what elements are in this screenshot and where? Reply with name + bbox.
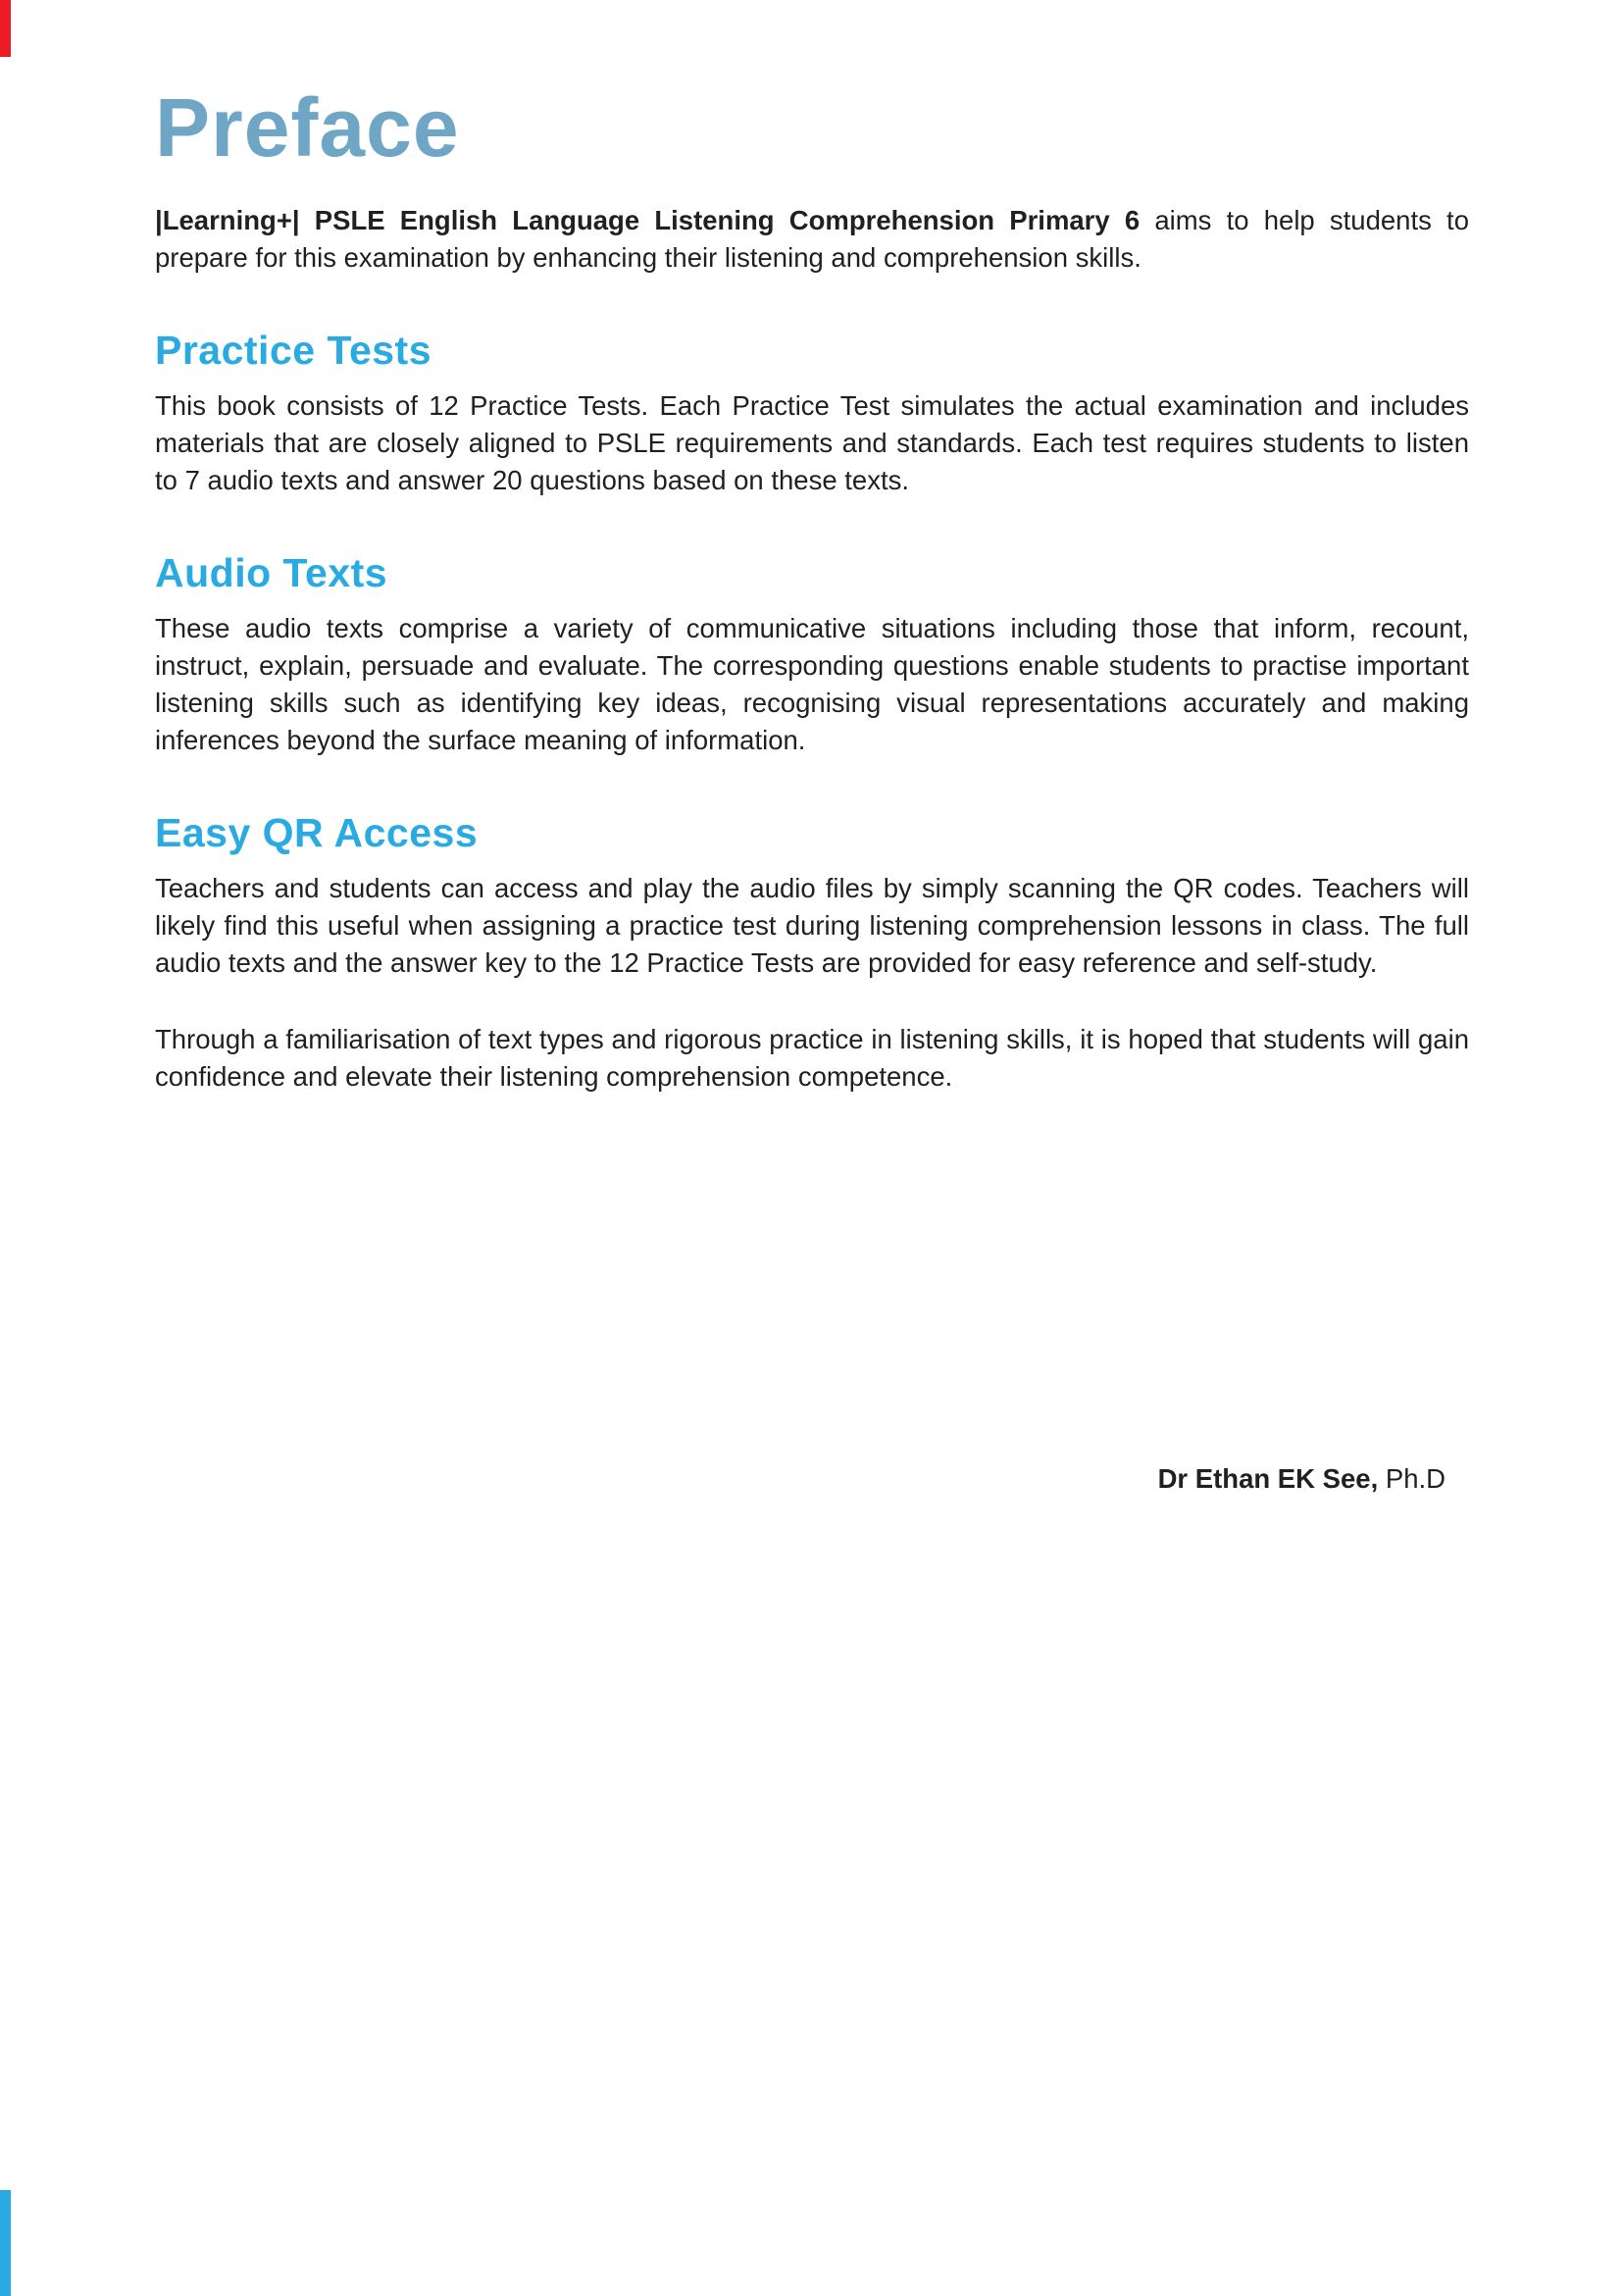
audio-texts-heading: Audio Texts <box>155 550 388 595</box>
author-signature <box>155 1460 1469 1498</box>
page-title: Preface <box>155 81 460 174</box>
intro-bold-book-title: |Learning+| PSLE English Language Listening Comprehension Primary 6 <box>155 205 1141 235</box>
easy-qr-access-body: Teachers and students can access and play the audio files by simply scanning the QR codes. Teachers will likely find this useful when assigning a practice test during listening comprehension lessons in class. The full audio texts and the answer key to the 12 Practice Tests are provided for easy reference and self-study. <box>155 873 1469 978</box>
section-easy-qr-access <box>155 810 1469 982</box>
easy-qr-access-heading: Easy QR Access <box>155 810 479 855</box>
practice-tests-heading: Practice Tests <box>155 328 432 373</box>
intro-paragraph <box>155 202 1469 277</box>
author-name: Dr Ethan EK See, <box>1157 1463 1379 1494</box>
section-practice-tests <box>155 328 1469 499</box>
top-left-red-accent-bar <box>0 0 11 57</box>
closing-paragraph: Through a familiarisation of text types and rigorous practice in listening skills, it is hoped that students will gain confidence and elevate their listening comprehension competence. <box>155 1024 1469 1092</box>
section-audio-texts <box>155 550 1469 759</box>
audio-texts-body: These audio texts comprise a variety of communicative situations including those that inform, recount, instruct, explain, persuade and evaluate. The corresponding questions enable students to practise important listening skills such as identifying key ideas, recognising visual representations accurately and making inferences beyond the surface meaning of information. <box>155 613 1469 755</box>
page-content <box>155 0 1469 1498</box>
practice-tests-body: This book consists of 12 Practice Tests. Each Practice Test simulates the actual examination and includes materials that are closely aligned to PSLE requirements and standards. Each test requires students to listen to 7 audio texts and answer 20 questions based on these texts. <box>155 390 1469 495</box>
bottom-left-blue-accent-bar <box>0 2190 11 2296</box>
author-credential: Ph.D <box>1378 1463 1445 1494</box>
intro-rest-text: aims to help students to prepare for this examination by enhancing their listening and comprehension skills. <box>155 205 1469 273</box>
